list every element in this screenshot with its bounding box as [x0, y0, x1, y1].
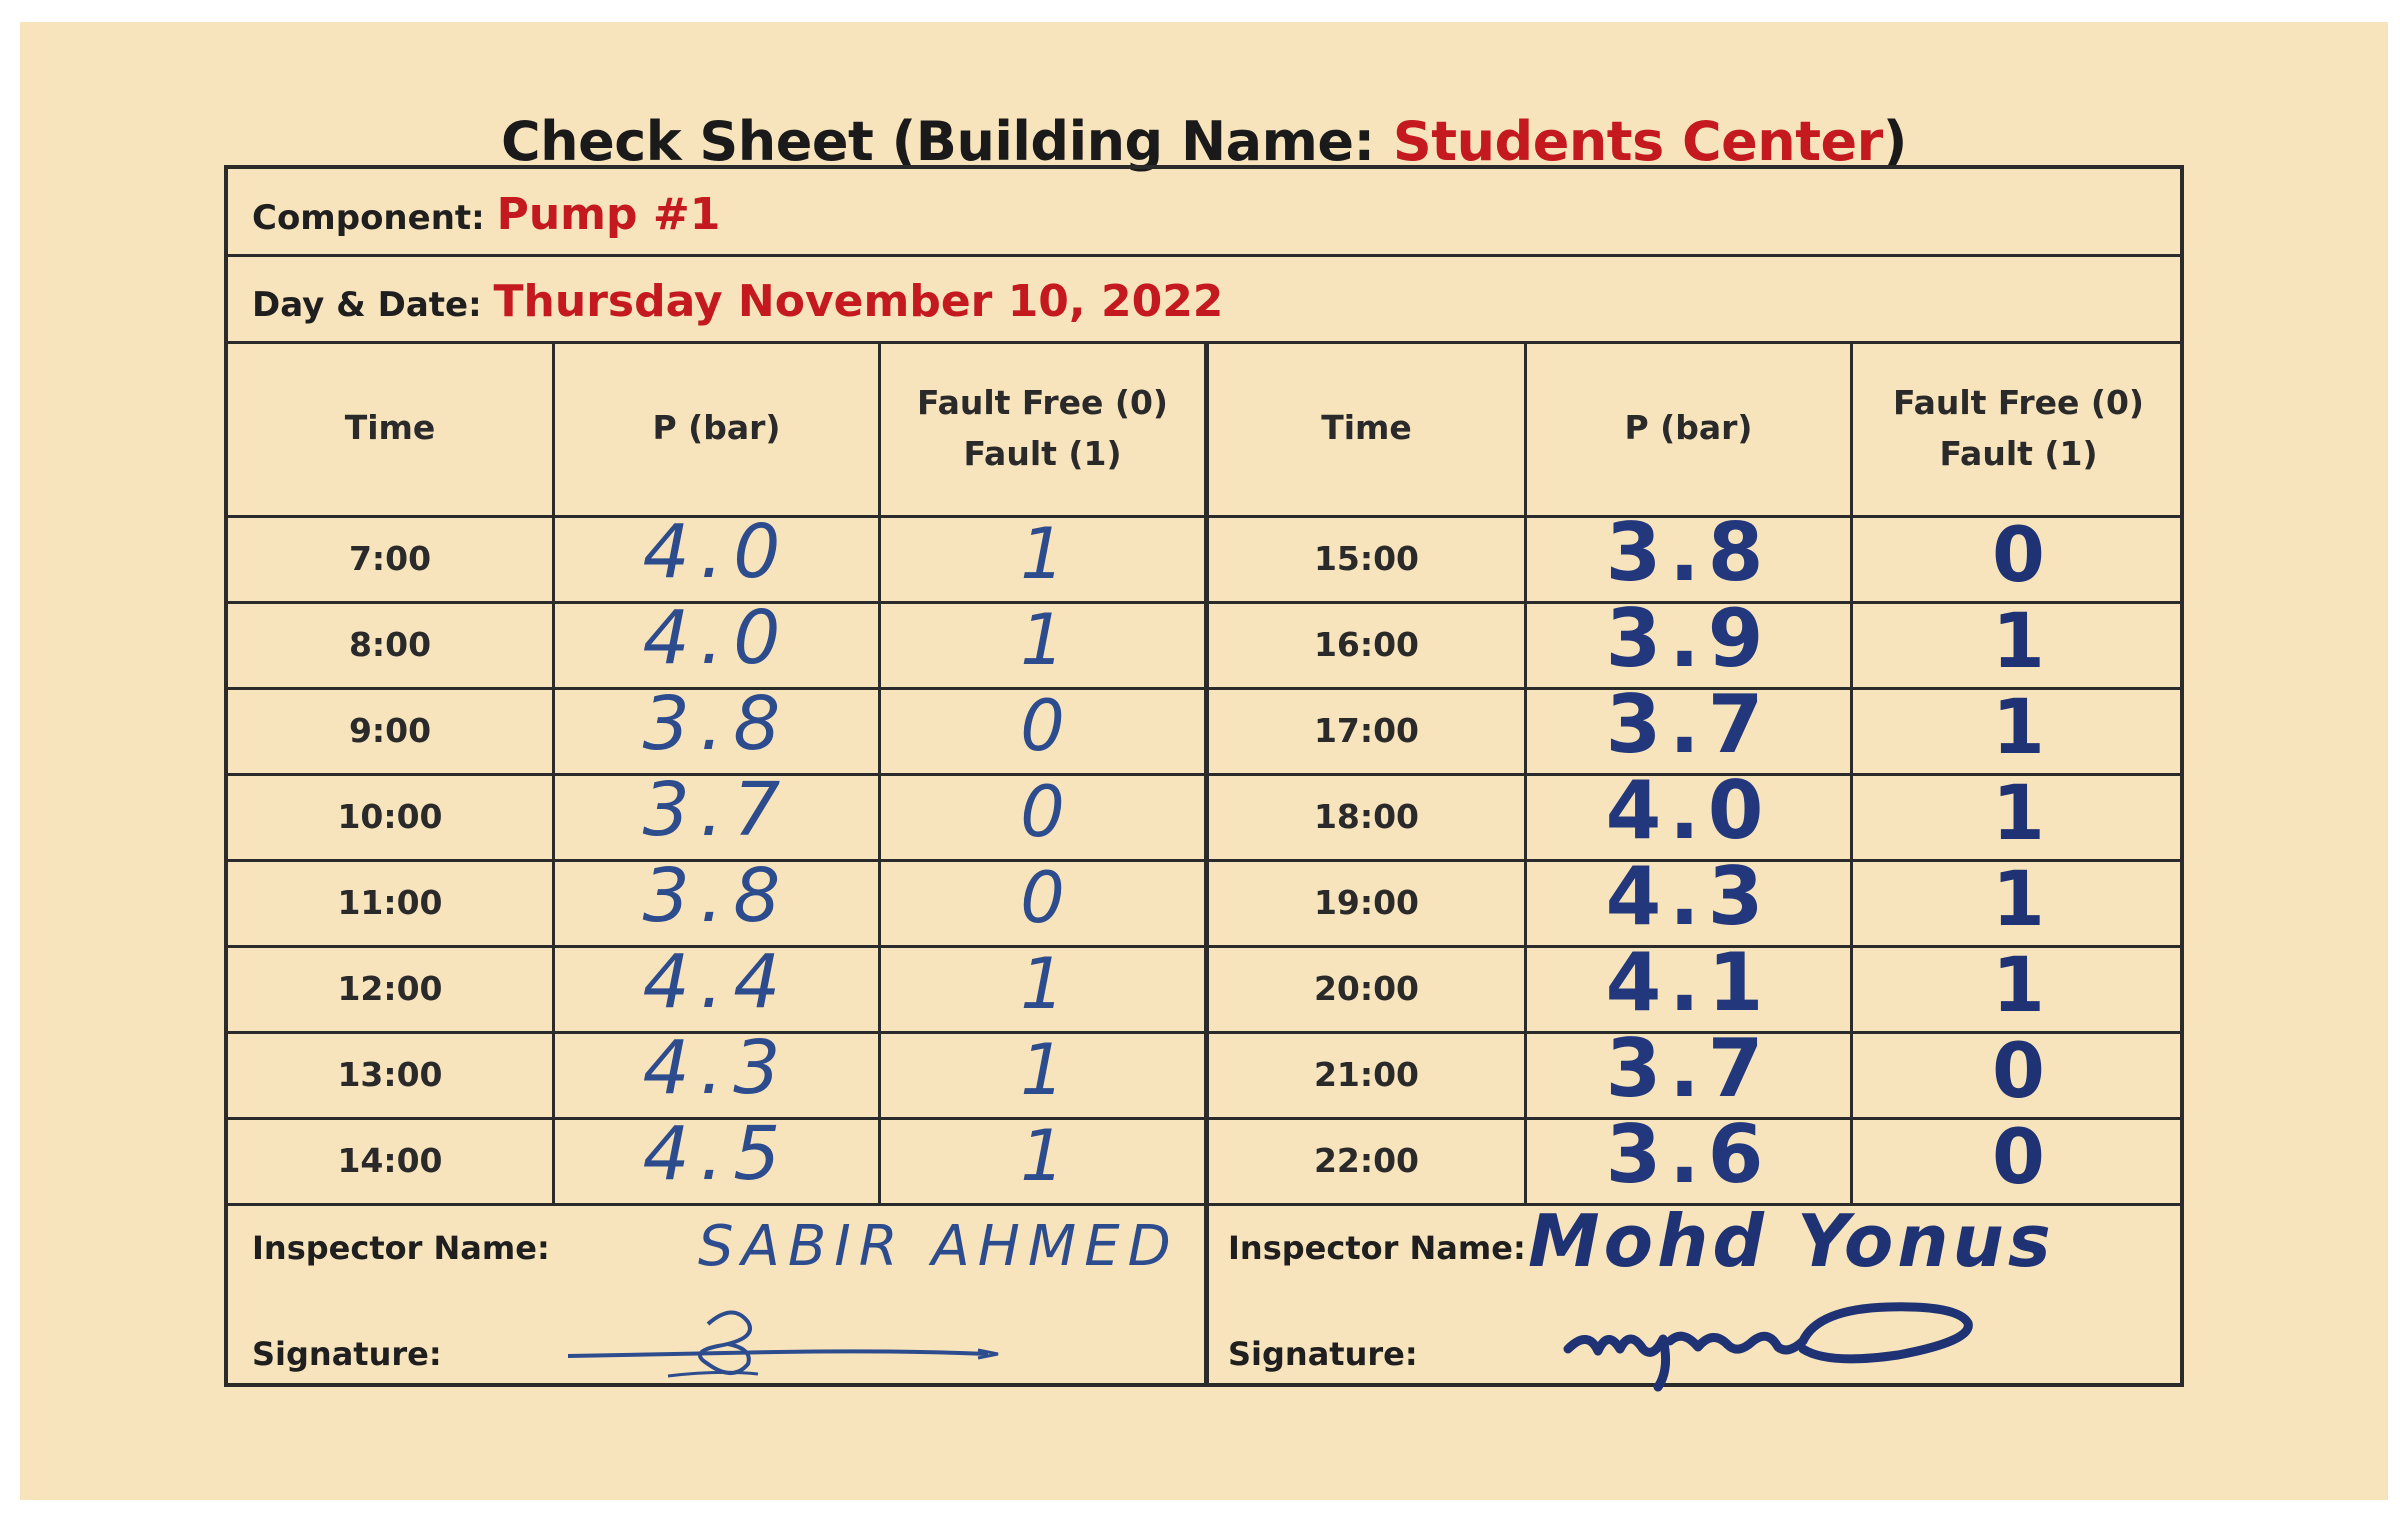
signature-label-left: Signature: [252, 1335, 442, 1373]
time-cell [228, 945, 552, 1031]
fault-cell-text: 1 [1992, 681, 2045, 771]
pressure-cell-text: 4.5 [642, 1111, 791, 1197]
fault-cell-text: 1 [1020, 943, 1065, 1025]
fault-cell-text: 1 [1992, 853, 2045, 943]
pressure-cell [1527, 591, 1850, 685]
time-cell [228, 515, 552, 601]
inspector-name-label-left: Inspector Name: [252, 1229, 550, 1267]
fault-cell-text: 0 [1992, 509, 2045, 599]
pressure-cell-text: 3.8 [642, 681, 791, 767]
pressure-cell-text: 4.0 [1605, 763, 1772, 857]
fault-cell [1853, 769, 2184, 855]
fault-cell-text: 1 [1020, 1115, 1065, 1197]
component-value: Pump #1 [496, 189, 721, 240]
header-label: Time [344, 408, 436, 448]
component-row [252, 189, 720, 240]
date-row [252, 276, 1223, 327]
pressure-cell-text: 3.9 [1605, 591, 1772, 685]
header-label: Fault (1) [963, 434, 1122, 473]
title-suffix: ) [1882, 110, 1907, 173]
pressure-cell [555, 1025, 878, 1111]
time-cell [1209, 1031, 1524, 1117]
pressure-cell [1527, 935, 1850, 1029]
pressure-cell [1527, 505, 1850, 599]
pressure-cell-text: 4.4 [642, 939, 791, 1025]
fault-cell-text: 0 [1020, 857, 1065, 939]
time-cell-text: 17:00 [1313, 710, 1420, 750]
pressure-cell-text: 3.8 [1605, 505, 1772, 599]
fault-cell-text: 0 [1992, 1111, 2045, 1201]
fault-cell-text: 1 [1020, 1029, 1065, 1111]
header-pressure-right [1527, 341, 1850, 515]
time-cell-text: 14:00 [337, 1140, 443, 1180]
fault-cell-text: 1 [1992, 595, 2045, 685]
building-name: Students Center [1392, 110, 1883, 173]
time-cell [1209, 773, 1524, 859]
pressure-cell-text: 3.7 [642, 767, 791, 853]
header-label: Fault (1) [1939, 434, 2098, 473]
check-sheet-paper [20, 22, 2388, 1500]
fault-cell [881, 855, 1204, 941]
fault-cell [881, 769, 1204, 855]
time-cell [228, 773, 552, 859]
header-label: P (bar) [1624, 408, 1753, 448]
header-label: P (bar) [652, 408, 781, 448]
pressure-cell-text: 4.1 [1605, 935, 1772, 1029]
pressure-cell [1527, 1021, 1850, 1115]
fault-cell [881, 941, 1204, 1027]
time-cell [1209, 687, 1524, 773]
pressure-cell [555, 767, 878, 853]
pressure-cell-text: 3.6 [1605, 1107, 1772, 1201]
time-cell [228, 1117, 552, 1203]
inspector-name-label-right: Inspector Name: [1228, 1229, 1526, 1267]
time-cell-text: 8:00 [348, 624, 432, 664]
header-pressure-left [555, 341, 878, 515]
pressure-cell-text: 3.7 [1605, 677, 1772, 771]
fault-cell [881, 683, 1204, 769]
inspector-name-left: SABIR AHMED [698, 1214, 1179, 1279]
time-cell [1209, 1117, 1524, 1203]
header-label: Fault Free (0) [916, 382, 1169, 422]
fault-cell [881, 1027, 1204, 1113]
fault-cell-text: 0 [1020, 771, 1065, 853]
pressure-cell [555, 939, 878, 1025]
fault-cell [1853, 511, 2184, 597]
pressure-cell-text: 3.8 [642, 853, 791, 939]
time-cell-text: 10:00 [337, 796, 443, 836]
time-cell [1209, 859, 1524, 945]
time-cell-text: 15:00 [1313, 538, 1420, 578]
time-cell-text: 12:00 [337, 968, 443, 1008]
component-label: Component: [252, 198, 485, 238]
time-cell-text: 21:00 [1313, 1054, 1420, 1094]
fault-cell [1853, 597, 2184, 683]
date-label: Day & Date: [252, 285, 482, 325]
pressure-cell [555, 509, 878, 595]
fault-cell [1853, 941, 2184, 1027]
divider [228, 254, 2180, 257]
title-prefix: Check Sheet (Building Name: [501, 110, 1393, 173]
time-cell-text: 11:00 [337, 882, 443, 922]
pressure-cell [1527, 1107, 1850, 1201]
pressure-cell [1527, 849, 1850, 943]
fault-cell-text: 0 [1992, 1025, 2045, 1115]
header-fault-left [881, 341, 1204, 515]
fault-cell-text: 1 [1020, 599, 1065, 681]
fault-cell [1853, 683, 2184, 769]
pressure-cell-text: 4.0 [642, 509, 791, 595]
time-cell [228, 601, 552, 687]
fault-cell [881, 1113, 1204, 1199]
pressure-cell-text: 3.7 [1605, 1021, 1772, 1115]
pressure-cell-text: 4.3 [1605, 849, 1772, 943]
time-cell [228, 1031, 552, 1117]
fault-cell [1853, 855, 2184, 941]
header-label: Fault Free (0) [1892, 382, 2145, 422]
time-cell [228, 859, 552, 945]
pressure-cell [555, 681, 878, 767]
time-cell-text: 18:00 [1313, 796, 1420, 836]
header-time-left [228, 341, 552, 515]
fault-cell [881, 511, 1204, 597]
signature-left [558, 1294, 1028, 1384]
fault-cell [1853, 1113, 2184, 1199]
pressure-cell-text: 4.0 [642, 595, 791, 681]
pressure-cell [555, 1111, 878, 1197]
fault-cell-text: 1 [1992, 767, 2045, 857]
pressure-cell [555, 853, 878, 939]
time-cell-text: 19:00 [1313, 882, 1420, 922]
time-cell-text: 16:00 [1313, 624, 1420, 664]
check-sheet-table [224, 165, 2184, 1387]
fault-cell-text: 1 [1992, 939, 2045, 1029]
time-cell-text: 7:00 [348, 538, 432, 578]
time-cell-text: 9:00 [348, 710, 432, 750]
header-fault-right [1853, 341, 2184, 515]
time-cell-text: 20:00 [1313, 968, 1420, 1008]
inspector-name-right: Mohd Yonus [1528, 1199, 2055, 1283]
signature-right [1558, 1289, 1988, 1399]
date-value: Thursday November 10, 2022 [493, 276, 1224, 327]
time-cell [1209, 945, 1524, 1031]
pressure-cell-text: 4.3 [642, 1025, 791, 1111]
time-cell-text: 22:00 [1313, 1140, 1420, 1180]
fault-cell [1853, 1027, 2184, 1113]
pressure-cell [1527, 763, 1850, 857]
fault-cell-text: 1 [1020, 513, 1065, 595]
fault-cell-text: 0 [1020, 685, 1065, 767]
fault-cell [881, 597, 1204, 683]
time-cell-text: 13:00 [337, 1054, 443, 1094]
page-title [20, 110, 2388, 173]
signature-label-right: Signature: [1228, 1335, 1418, 1373]
header-time-right [1209, 341, 1524, 515]
pressure-cell [555, 595, 878, 681]
time-cell [1209, 601, 1524, 687]
time-cell [1209, 515, 1524, 601]
header-label: Time [1321, 408, 1412, 448]
time-cell [228, 687, 552, 773]
pressure-cell [1527, 677, 1850, 771]
